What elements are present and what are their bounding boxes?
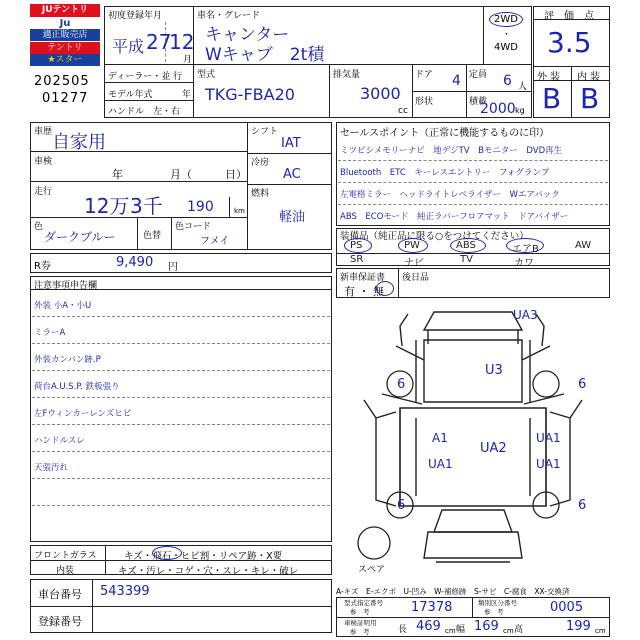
- drive-4wd: 4WD: [494, 42, 518, 53]
- note-item-3: 外装カンバン跡.P: [34, 355, 101, 365]
- mark-ua1-left: UA1: [428, 457, 453, 471]
- color-code: フメイ: [200, 236, 230, 247]
- displacement-label: 排気量: [333, 70, 361, 80]
- note-item-5: 左Fウィンカーレンズヒビ: [34, 409, 132, 419]
- type-spec-sub: 参 考: [350, 608, 370, 616]
- note-item-1: 外装 小A・小U: [34, 301, 92, 311]
- mark-tire-fr: 6: [578, 498, 587, 513]
- front-glass-label: フロントガラス: [34, 551, 97, 561]
- fuel-label: 燃料: [251, 189, 270, 199]
- equip-tv: TV: [460, 254, 473, 265]
- recycle-value: 9,490: [116, 255, 154, 270]
- mark-ua1-right-top: UA1: [536, 431, 561, 445]
- inspection-month: 月（: [170, 168, 192, 181]
- equip-ps: PS: [350, 240, 363, 251]
- warranty-label: 新車保証書: [340, 273, 386, 283]
- length-unit: cm: [445, 627, 456, 635]
- mileage-rest: 190: [187, 199, 214, 215]
- ac-label: 冷房: [251, 158, 270, 168]
- truck-damage-diagram: [336, 300, 610, 582]
- handle-label: ハンドル 左・右: [108, 107, 181, 117]
- reg-year: 27: [146, 30, 172, 54]
- length-value: 469: [416, 619, 441, 634]
- length-l: 長: [398, 625, 408, 635]
- type-label: 型式: [197, 70, 216, 80]
- class-number: 0005: [550, 600, 584, 615]
- fuel: 軽油: [279, 210, 306, 225]
- color-code-label: 色コード: [175, 222, 212, 232]
- class-label: 類別区分番号: [478, 599, 517, 607]
- color: ダークブルー: [44, 230, 116, 244]
- score-label: 評 価 点: [544, 11, 594, 22]
- shape-label: 形状: [415, 97, 434, 107]
- equip-sr: SR: [350, 254, 364, 265]
- selling-point-line-4: ABS ECOモード 純正ラバーフロアマット ドアバイザー: [340, 212, 569, 222]
- equip-navi: ナビ: [404, 258, 424, 269]
- doors-label: ドア: [415, 70, 433, 80]
- ac: AC: [283, 167, 301, 182]
- note-item-6: ハンドルスレ: [34, 436, 85, 446]
- notes-title: 注意事項申告欄: [34, 281, 98, 291]
- width-value: 169: [474, 619, 499, 634]
- capacity: 6: [503, 73, 512, 89]
- chassis-label: 車台番号: [38, 588, 82, 601]
- length-sub: 参 考: [350, 628, 370, 636]
- mark-ua3: UA3: [513, 308, 538, 322]
- mark-a1-left: A1: [432, 431, 448, 445]
- equip-airbag: エアB: [512, 244, 539, 255]
- height-l: 高: [514, 625, 524, 635]
- selling-point-line-2: Bluetooth ETC キーレスエントリー フォグランプ: [340, 168, 550, 178]
- drive-2wd: 2WD: [494, 14, 518, 25]
- spare-label: スペア: [358, 565, 386, 575]
- model-year-label: モデル年式: [108, 90, 153, 100]
- capacity-unit: 人: [518, 82, 528, 92]
- cc-unit: cc: [398, 106, 408, 116]
- shift-label: シフト: [251, 127, 279, 137]
- equip-pw: PW: [404, 240, 420, 251]
- type-spec-label: 型式指定番号: [344, 599, 383, 607]
- mark-ua1-right: UA1: [536, 457, 561, 471]
- int-grade: B: [580, 82, 600, 115]
- model-year-unit: 年: [182, 90, 192, 100]
- color-no-label: 色替: [143, 231, 162, 241]
- mark-ua2: UA2: [480, 441, 507, 456]
- mark-tire-rr: 6: [578, 377, 587, 392]
- inspection-label: 車検: [34, 157, 53, 167]
- recycle-label: R券: [34, 261, 51, 272]
- payload: 2000: [480, 101, 516, 117]
- chassis-number: 543399: [100, 584, 150, 599]
- reg-month-unit: 月: [183, 55, 193, 65]
- interior-value: キズ・汚レ・コゲ・穴・スレ・キレ・破レ: [118, 566, 299, 577]
- equip-leather: カワ: [514, 258, 534, 269]
- height-unit: cm: [595, 627, 606, 635]
- auction-logo: [30, 4, 100, 66]
- equipment-title: 装備品（純正品に限る○をつけてください）: [340, 231, 529, 242]
- lot-number-line1: 202505: [34, 74, 90, 89]
- mark-u3: U3: [485, 363, 503, 378]
- logo-line2: Ju: [59, 18, 71, 29]
- ext-grade: B: [542, 82, 562, 115]
- width-unit: cm: [503, 627, 514, 635]
- warranty-value: 有 ・ 無: [344, 285, 384, 298]
- dealer-label: ディーラー・並 行: [108, 72, 183, 82]
- usage: 自家用: [52, 132, 106, 153]
- damage-legend: A-キズ E-エクボ U-凹み W-補修跡 S-サビ C-腐食 XX-交換済: [336, 587, 570, 596]
- plate-label: 登録番号: [38, 615, 82, 628]
- payload-unit: kg: [515, 106, 525, 115]
- note-item-7: 天張汚れ: [34, 463, 69, 473]
- note-item-2: ミラーA: [34, 328, 66, 338]
- logo-line1: JUテントリ: [30, 4, 100, 17]
- ext-label: 外 装: [537, 72, 561, 83]
- payload-label: 積載: [469, 97, 488, 107]
- mileage-unit: km: [234, 207, 245, 215]
- equip-abs: ABS: [456, 240, 476, 251]
- logo-line3: 適正販売店: [30, 29, 100, 41]
- displacement: 3000: [360, 84, 401, 103]
- mark-tire-fl: 6: [397, 498, 406, 513]
- usage-label: 車歴: [34, 127, 53, 137]
- height-value: 199: [566, 619, 591, 634]
- car-name-label: 車名・グレード: [197, 11, 261, 21]
- recycle-unit: 円: [168, 262, 178, 273]
- interior-label: 内装: [56, 566, 75, 576]
- reg-era: 平成: [112, 37, 145, 56]
- mileage-man: 12万: [84, 194, 130, 218]
- drive-dot: ・: [502, 30, 512, 40]
- selling-point-line-1: ミツビシメモリーナビ 地デジTV Bモニター DVD再生: [340, 146, 563, 156]
- length-label: 車検証明用: [344, 619, 377, 627]
- selling-point-line-3: 左電格ミラー ヘッドライトレベライザー Wエアバック: [340, 190, 560, 200]
- type-spec-number: 17378: [411, 600, 453, 615]
- mark-tire-rl: 6: [397, 377, 406, 392]
- type-value: TKG-FBA20: [205, 85, 295, 104]
- reg-year-label: 初度登録年月: [108, 11, 163, 21]
- after-parts-label: 後日品: [402, 273, 430, 283]
- recycle-box: [30, 253, 332, 273]
- class-sub: 参 考: [484, 608, 504, 616]
- doors: 4: [452, 73, 461, 89]
- logo-line5: ★スター: [30, 54, 100, 66]
- equip-aw: AW: [575, 240, 592, 251]
- car-name: キャンター: [205, 25, 290, 45]
- mileage-label: 走行: [34, 187, 53, 197]
- front-glass-value: キズ・飛石・ヒビ割・リペア跡・X要: [124, 551, 283, 562]
- inspection-day: 日）: [225, 168, 247, 181]
- reg-month: 12: [169, 30, 195, 54]
- shift: IAT: [281, 136, 301, 151]
- inspection-year: 年: [112, 168, 123, 181]
- car-grade: Wキャブ 2t積: [205, 45, 325, 65]
- logo-line4: テントリ: [30, 42, 100, 54]
- mileage-sen: 3千: [130, 194, 163, 218]
- int-label: 内 装: [577, 72, 601, 83]
- lot-number-line2: 01277: [42, 91, 89, 106]
- score: 3.5: [547, 26, 592, 59]
- width-l: 幅: [456, 625, 466, 635]
- note-item-4: 荷台A.U.S.P. 鉄板張り: [34, 382, 120, 392]
- selling-points-title: セールスポイント（正常に機能するものに印）: [340, 128, 550, 139]
- capacity-label: 定員: [469, 70, 488, 80]
- color-label: 色: [34, 222, 44, 232]
